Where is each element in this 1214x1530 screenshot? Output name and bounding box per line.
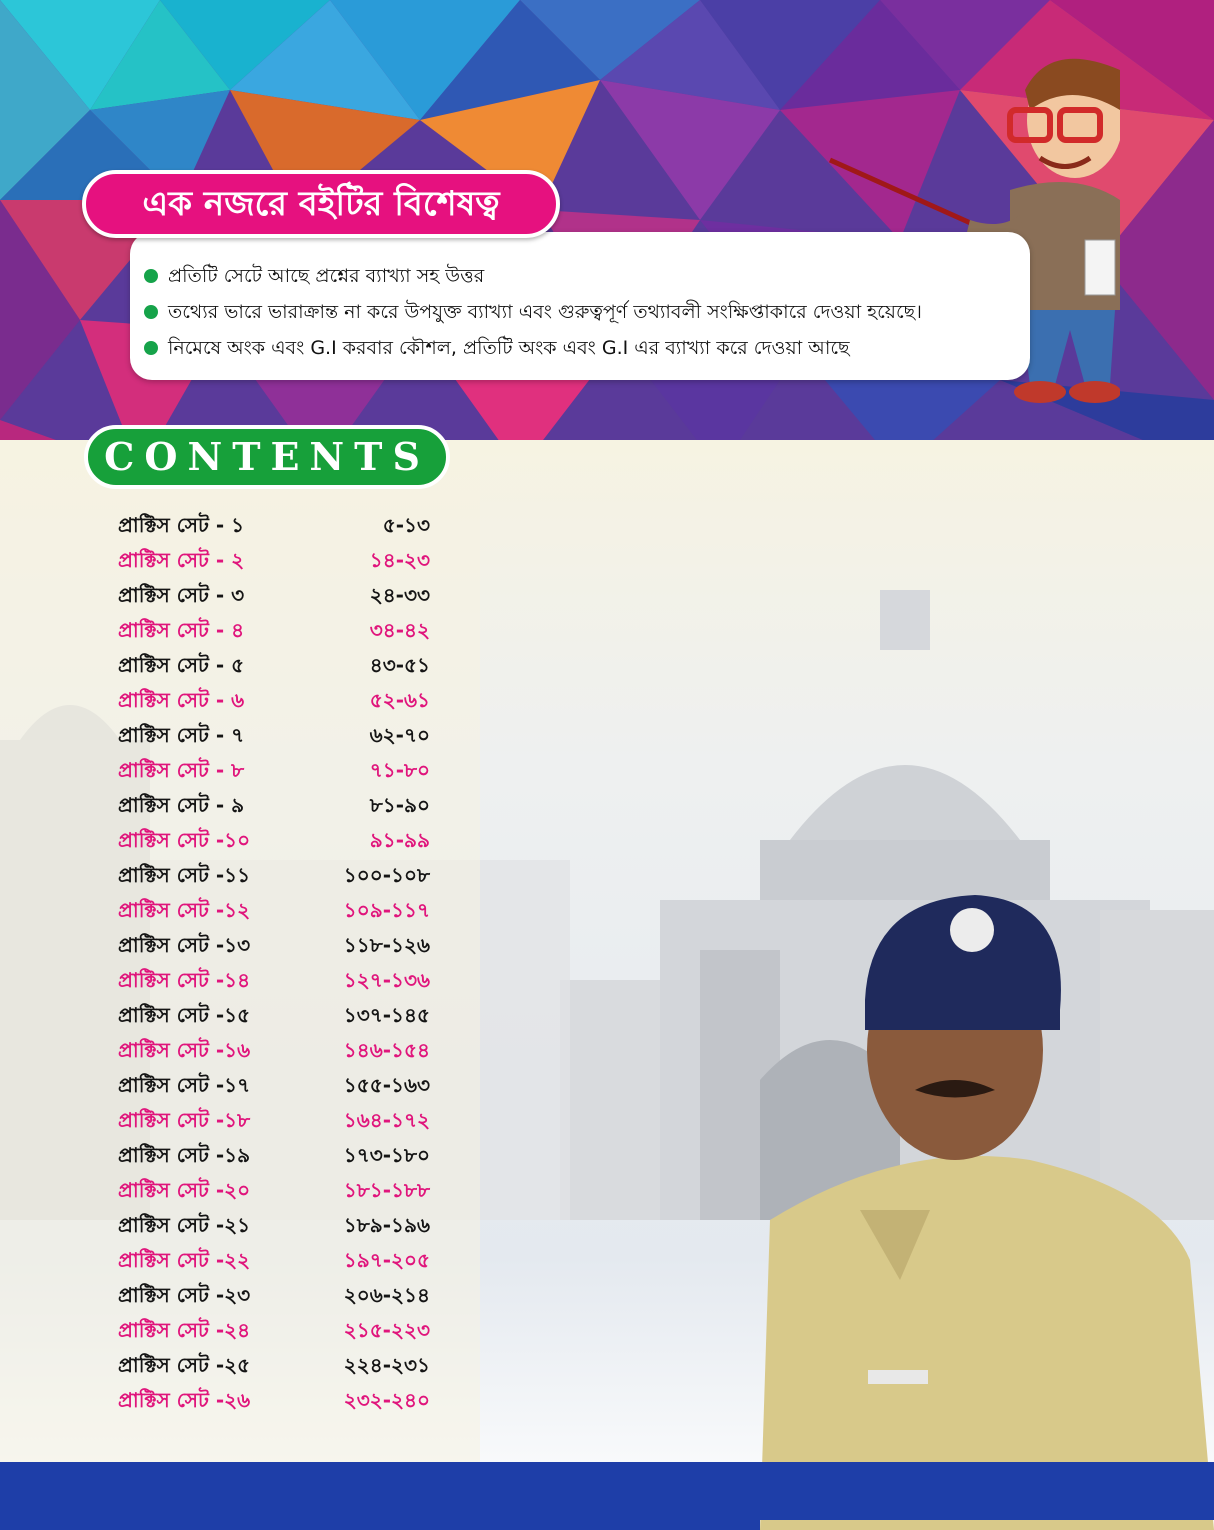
contents-row-pages: ২৪-৩৩ [369,583,430,607]
feature-text: তথ্যের ভারে ভারাক্রান্ত না করে উপযুক্ত ব্যাখ্যা এবং গুরুত্বপূর্ণ তথ্যাবলী সংক্ষিপ্তাকারে দেওয়া হয়েছে। [168,301,922,323]
contents-row-label: প্রাক্টিস সেট - ৩ [118,583,245,607]
contents-row [118,788,438,823]
contents-row [118,858,438,893]
contents-row-pages: ৩৪-৪২ [369,618,430,642]
contents-row-label: প্রাক্টিস সেট - ৭ [118,723,245,747]
contents-row [118,1243,438,1278]
contents-row [118,1278,438,1313]
contents-row-pages: ১৪-২৩ [369,548,430,572]
contents-row-pages: ১৯৭-২০৫ [343,1248,430,1272]
contents-row-label: প্রাক্টিস সেট -১২ [118,898,251,922]
features-list-item [144,330,1030,366]
contents-row [118,1208,438,1243]
contents-row-label: প্রাক্টিস সেট -১০ [118,828,251,852]
contents-row-label: প্রাক্টিস সেট -২৬ [118,1388,251,1412]
contents-row [118,963,438,998]
contents-row-label: প্রাক্টিস সেট -২২ [118,1248,251,1272]
contents-table [118,508,438,1418]
contents-row-pages: ৮১-৯০ [369,793,430,817]
contents-row-label: প্রাক্টিস সেট - ১ [118,513,245,537]
feature-text: নিমেষে অংক এবং G.I করবার কৌশল, প্রতিটি অংক এবং G.I এর ব্যাখ্যা করে দেওয়া আছে [168,337,850,359]
contents-row-pages: ৪৩-৫১ [369,653,430,677]
contents-row [118,683,438,718]
contents-row-label: প্রাক্টিস সেট -১৪ [118,968,251,992]
contents-row-label: প্রাক্টিস সেট - ৬ [118,688,245,712]
contents-row-pages: ১১৮-১২৬ [343,933,430,957]
contents-row [118,578,438,613]
contents-row [118,928,438,963]
contents-row-label: প্রাক্টিস সেট -২৪ [118,1318,251,1342]
contents-row-pages: ১৪৬-১৫৪ [343,1038,430,1062]
features-list-item [144,258,1030,294]
contents-row-label: প্রাক্টিস সেট -১৩ [118,933,251,957]
contents-row-label: প্রাক্টিস সেট -১৬ [118,1038,251,1062]
contents-row [118,893,438,928]
features-heading: এক নজরে বইটির বিশেষত্ব [82,170,560,238]
contents-row-label: প্রাক্টিস সেট -১৭ [118,1073,251,1097]
contents-row [118,1173,438,1208]
contents-row-pages: ১৮১-১৮৮ [343,1178,430,1202]
contents-row-label: প্রাক্টিস সেট -২১ [118,1213,251,1237]
contents-row [118,1313,438,1348]
contents-row-label: প্রাক্টিস সেট - ২ [118,548,245,572]
bullet-icon [144,305,158,319]
contents-row-pages: ৫২-৬১ [369,688,430,712]
contents-row-pages: ১৩৭-১৪৫ [343,1003,430,1027]
bullet-icon [144,269,158,283]
contents-row [118,648,438,683]
footer-band [0,1462,1214,1520]
contents-row-pages: ১৭৩-১৮০ [343,1143,430,1167]
contents-row [118,998,438,1033]
contents-row [118,508,438,543]
contents-row [118,718,438,753]
contents-row-pages: ২০৬-২১৪ [343,1283,430,1307]
contents-row [118,1033,438,1068]
features-list-item [144,294,1030,330]
contents-row [118,613,438,648]
features-panel [130,232,1030,380]
contents-row [118,823,438,858]
contents-row [118,1103,438,1138]
contents-row-label: প্রাক্টিস সেট -১৯ [118,1143,251,1167]
contents-row-label: প্রাক্টিস সেট - ৮ [118,758,245,782]
contents-row-pages: ১২৭-১৩৬ [343,968,430,992]
contents-row-label: প্রাক্টিস সেট -২০ [118,1178,251,1202]
contents-row-pages: ৯১-৯৯ [369,828,430,852]
bullet-icon [144,341,158,355]
contents-row-label: প্রাক্টিস সেট - ৯ [118,793,245,817]
contents-row [118,1068,438,1103]
contents-heading: CONTENTS [84,425,450,489]
contents-row-pages: ১৮৯-১৯৬ [343,1213,430,1237]
contents-row [118,1138,438,1173]
contents-row [118,1383,438,1418]
contents-row-pages: ৫-১৩ [382,513,430,537]
contents-row-label: প্রাক্টিস সেট - ৫ [118,653,245,677]
contents-row-label: প্রাক্টিস সেট -২৫ [118,1353,251,1377]
contents-row [118,1348,438,1383]
contents-row-pages: ৭১-৮০ [369,758,430,782]
contents-row-pages: ২২৪-২৩১ [343,1353,430,1377]
contents-row-pages: ১০৯-১১৭ [343,898,430,922]
contents-row-pages: ২১৫-২২৩ [343,1318,430,1342]
contents-row-label: প্রাক্টিস সেট -২৩ [118,1283,251,1307]
contents-row-label: প্রাক্টিস সেট -১৮ [118,1108,251,1132]
feature-text: প্রতিটি সেটে আছে প্রশ্নের ব্যাখ্যা সহ উত্তর [168,265,485,287]
contents-row-pages: ১০০-১০৮ [343,863,430,887]
features-list [130,232,1030,366]
contents-row-pages: ১৫৫-১৬৩ [343,1073,430,1097]
contents-row [118,753,438,788]
contents-row-label: প্রাক্টিস সেট - ৪ [118,618,245,642]
contents-row-label: প্রাক্টিস সেট -১৫ [118,1003,251,1027]
contents-row-pages: ৬২-৭০ [369,723,430,747]
contents-row-pages: ১৬৪-১৭২ [343,1108,430,1132]
contents-row [118,543,438,578]
contents-row-label: প্রাক্টিস সেট -১১ [118,863,251,887]
contents-row-pages: ২৩২-২৪০ [343,1388,430,1412]
